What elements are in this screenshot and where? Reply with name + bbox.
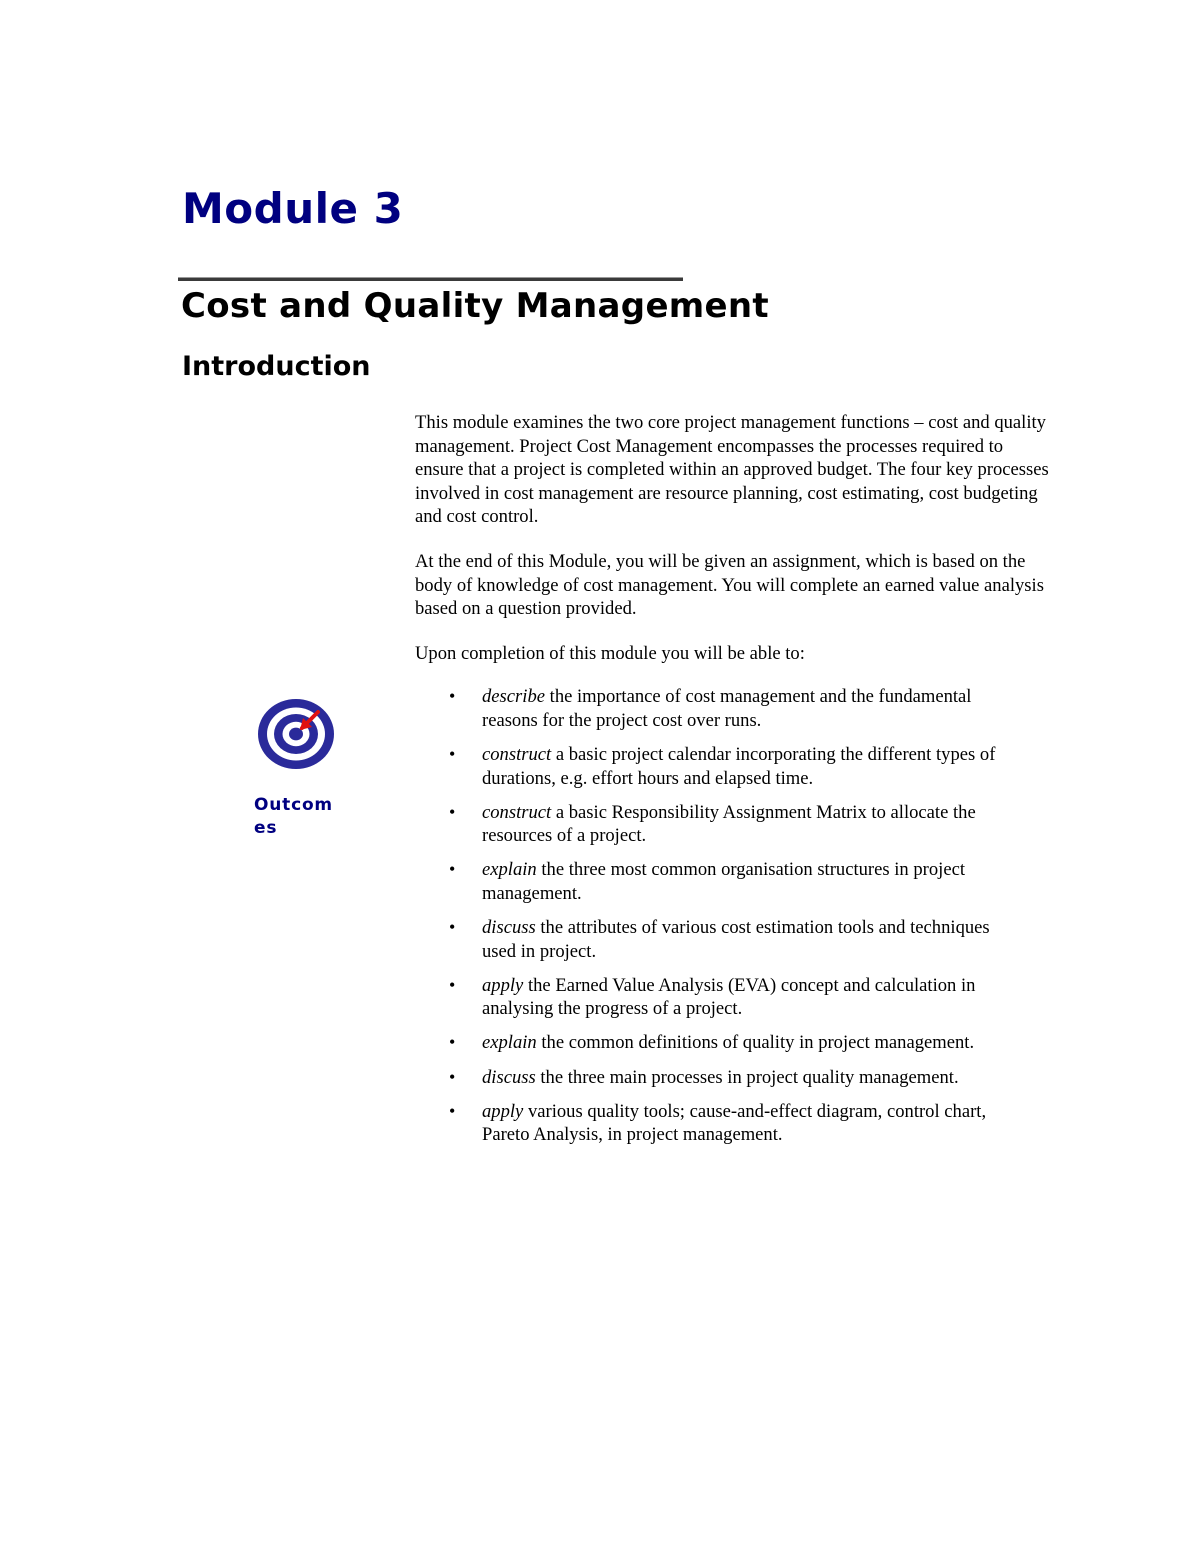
bullet-icon: • (449, 1100, 456, 1121)
subsection-title: Introduction (182, 351, 371, 382)
outcome-text: the three main processes in project quality management. (540, 1066, 959, 1088)
bullet-icon: • (449, 917, 456, 938)
outcome-verb: apply (482, 1100, 524, 1122)
outcome-item (415, 743, 1022, 790)
outcome-item (415, 974, 1022, 1021)
outcome-text: a basic Responsibility Assignment Matrix to allocate the resources of a project. (482, 801, 976, 847)
outcome-verb: explain (482, 859, 537, 881)
bullet-icon: • (449, 744, 456, 765)
outcome-item (415, 1066, 1022, 1090)
outcome-text: various quality tools; cause-and-effect diagram, control chart, Pareto Analysis, in project management. (482, 1100, 987, 1146)
bullet-icon: • (449, 859, 456, 880)
body-column (415, 411, 1055, 1157)
bullet-icon: • (449, 686, 456, 707)
bullet-icon: • (449, 1032, 456, 1053)
assignment-paragraph: At the end of this Module, you will be given an assignment, which is based on the body of knowledge of cost management. You will complete an earned value analysis based on a question provided. (415, 550, 1044, 620)
outcome-verb: construct (482, 744, 552, 766)
outcomes-lead-in: Upon completion of this module you will be able to: (415, 642, 805, 664)
bullet-icon: • (449, 801, 456, 822)
outcome-verb: construct (482, 801, 552, 823)
title-rule (178, 277, 683, 281)
outcome-verb: describe (482, 686, 545, 708)
intro-paragraph: This module examines the two core project management functions – cost and quality management. Project Cost Management encompasses the processes required to ensure that a project is completed within an approved budget. The four key processes involved in cost management are resource planning, cost estimating, cost budgeting and cost control. (415, 412, 1049, 528)
outcomes-list (415, 685, 1055, 1147)
bullet-icon: • (449, 1066, 456, 1087)
module-title: Module 3 (182, 184, 404, 233)
target-icon (256, 696, 338, 772)
outcome-item (415, 685, 1022, 732)
outcome-item (415, 801, 1022, 848)
outcome-item (415, 858, 1022, 905)
section-title: Cost and Quality Management (181, 286, 769, 326)
bullet-icon: • (449, 974, 456, 995)
outcome-item (415, 1031, 1022, 1055)
outcome-item (415, 916, 1022, 963)
outcome-text: the attributes of various cost estimation tools and techniques used in project. (482, 917, 990, 962)
outcome-item (415, 1100, 1022, 1147)
outcome-text: the three most common organisation structures in project management. (482, 859, 965, 904)
outcome-text: the importance of cost management and the fundamental reasons for the project cost over runs. (482, 686, 972, 731)
outcome-text: the Earned Value Analysis (EVA) concept and calculation in analysing the progress of a project. (482, 974, 976, 1020)
outcome-verb: explain (482, 1032, 537, 1054)
outcome-text: a basic project calendar incorporating the different types of durations, e.g. effort hours and elapsed time. (482, 744, 996, 789)
outcome-text: the common definitions of quality in project management. (541, 1032, 975, 1054)
outcomes-label: Outcomes (254, 795, 333, 838)
outcome-verb: discuss (482, 917, 536, 939)
outcome-verb: discuss (482, 1066, 536, 1088)
outcome-verb: apply (482, 974, 524, 996)
